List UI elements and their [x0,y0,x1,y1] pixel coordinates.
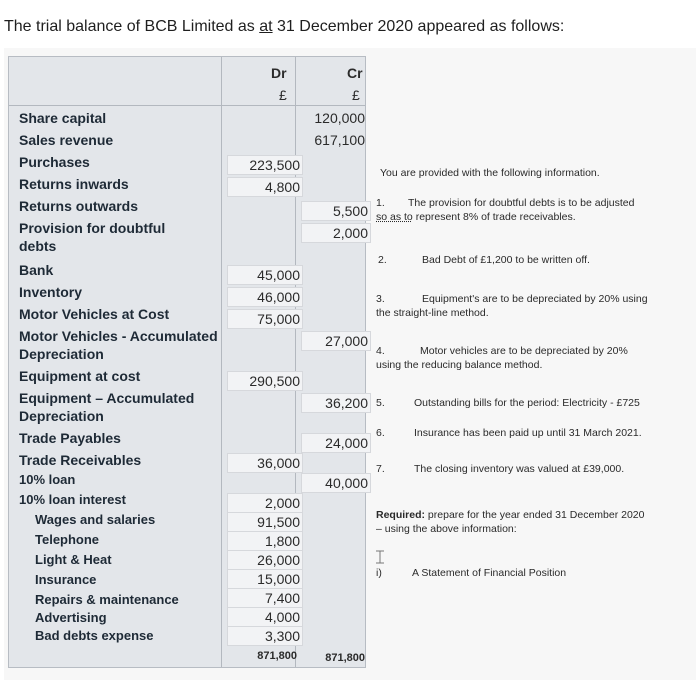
cr-value-motor-vehicles-depreciation: 27,000 [301,331,371,351]
row-label-motor-vehicles-cost: Motor Vehicles at Cost [19,306,170,322]
trial-balance-table [8,56,366,668]
dr-value-light-heat: 26,000 [227,550,303,570]
dr-value-loan-interest: 2,000 [227,493,303,513]
text-cursor-icon [375,550,385,564]
cr-value-share-capital: 120,000 [314,110,365,126]
cr-value-sales-revenue: 617,100 [314,132,365,148]
required-item-i: i) A Statement of Financial Position [376,567,567,579]
row-label-returns-outwards: Returns outwards [19,198,139,214]
dr-value-equipment-cost: 290,500 [227,371,303,391]
row-label-trade-receivables: Trade Receivables [19,452,142,468]
row-label-provision-doubtful-debts: Provision for doubtful debts [19,220,166,254]
row-label-returns-inwards: Returns inwards [19,176,129,192]
cr-value-loan: 40,000 [301,473,371,493]
dr-currency: £ [279,87,287,103]
row-label-sales-revenue: Sales revenue [19,132,114,148]
row-label-telephone: Telephone [35,532,100,547]
cr-currency: £ [352,87,360,103]
heading-underlined-word: at [259,18,273,35]
dr-value-trade-receivables: 36,000 [227,453,303,473]
info-item-1: 1. The provision for doubtful debts is to be adjusted so as to represent 8% of trade receivables. [376,197,635,223]
row-label-wages: Wages and salaries [35,512,156,527]
cr-value-provision-doubtful-debts: 2,000 [301,223,371,243]
dr-header: Dr [271,65,287,81]
row-label-repairs: Repairs & maintenance [35,592,179,607]
row-label-motor-vehicles-depreciation: Motor Vehicles - Accumulated Depreciation [19,328,218,362]
info-item-5: 5. Outstanding bills for the period: Electricity - £725 [376,397,640,409]
info-item-6: 6. Insurance has been paid up until 31 March 2021. [376,427,642,439]
row-label-equipment-depreciation: Equipment – Accumulated Depreciation [19,390,195,424]
row-label-bank: Bank [19,262,54,278]
row-label-loan: 10% loan [19,472,76,487]
info-item-4: 4. Motor vehicles are to be depreciated by 20% using the reducing balance method. [376,345,628,371]
row-label-bad-debts: Bad debts expense [35,628,154,643]
cr-header: Cr [347,65,363,81]
row-label-inventory: Inventory [19,284,83,300]
info-item-2: 2. Bad Debt of £1,200 to be written off. [378,254,590,266]
dr-value-inventory: 46,000 [227,287,303,307]
header-divider [9,105,365,106]
row-label-equipment-cost: Equipment at cost [19,368,141,384]
row-label-share-capital: Share capital [19,110,107,126]
row-label-loan-interest: 10% loan interest [19,492,126,507]
dr-value-motor-vehicles-cost: 75,000 [227,309,303,329]
cr-value-returns-outwards: 5,500 [301,201,371,221]
dr-value-bad-debts: 3,300 [227,626,303,646]
dr-value-returns-inwards: 4,800 [227,177,303,197]
row-label-insurance: Insurance [35,572,97,587]
dr-value-purchases: 223,500 [227,155,303,175]
row-label-light-heat: Light & Heat [35,552,112,567]
row-label-trade-payables: Trade Payables [19,430,121,446]
cr-value-equipment-depreciation: 36,200 [301,393,371,413]
info-intro: You are provided with the following information. [380,167,600,179]
dr-total: 871,800 [257,650,297,662]
info-item-7: 7. The closing inventory was valued at £39,000. [376,463,625,475]
row-label-advertising: Advertising [35,610,107,625]
required-section: Required: prepare for the year ended 31 December 2020 – using the above information: [376,509,645,535]
dr-value-telephone: 1,800 [227,531,303,551]
info-item-3: 3. Equipment's are to be depreciated by 20% using the straight-line method. [376,293,648,319]
dr-value-insurance: 15,000 [227,569,303,589]
dr-value-repairs: 7,400 [227,588,303,608]
cr-value-trade-payables: 24,000 [301,433,371,453]
cr-total: 871,800 [325,652,365,664]
dr-value-bank: 45,000 [227,265,303,285]
dr-value-advertising: 4,000 [227,607,303,627]
dr-value-wages: 91,500 [227,512,303,532]
page-heading: The trial balance of BCB Limited as at 31 December 2020 appeared as follows: [4,18,565,35]
row-label-purchases: Purchases [19,154,90,170]
